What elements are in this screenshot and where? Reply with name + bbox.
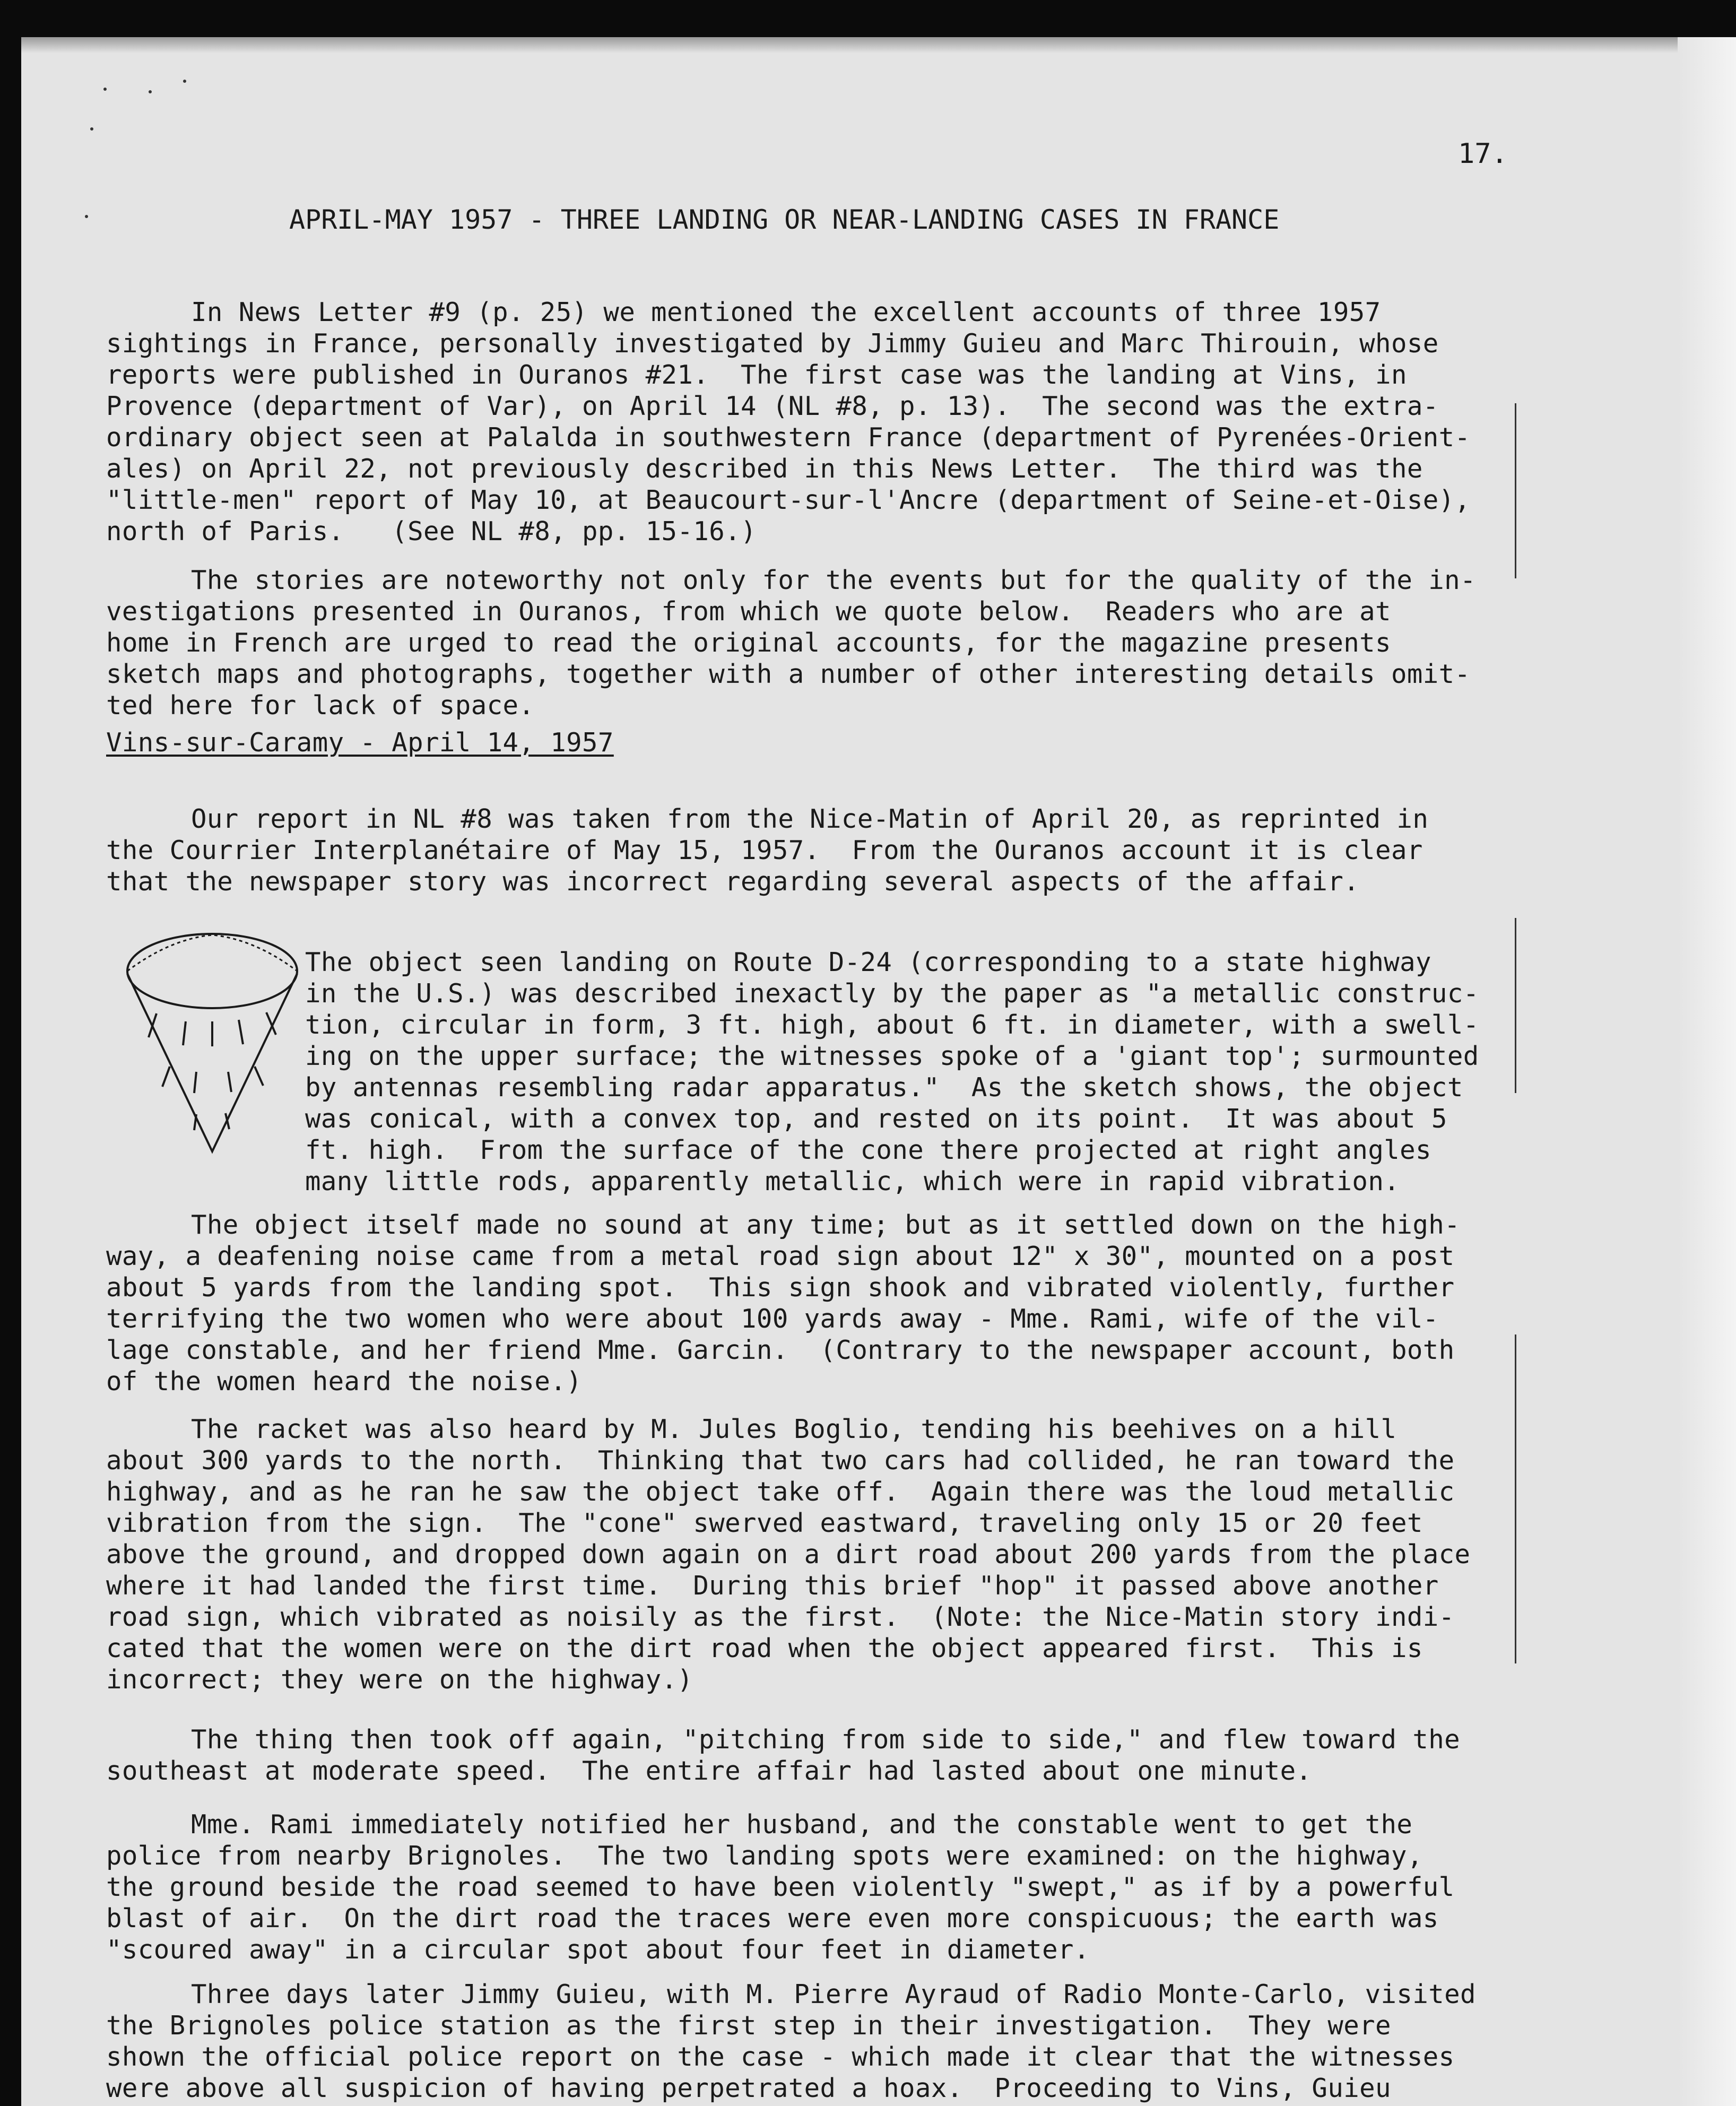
text-line: sketch maps and photographs, together with a number of other interesting details omit- bbox=[106, 659, 1471, 689]
cone-body bbox=[127, 974, 297, 1151]
text-line: vestigations presented in Ouranos, from which we quote below. Readers who are at bbox=[106, 596, 1391, 627]
text-line: Provence (department of Var), on April 14 (NL #8, p. 13). The second was the extra- bbox=[106, 391, 1439, 421]
cone-top-ellipse bbox=[127, 934, 297, 1008]
text-line: were above all suspicion of having perpetrated a hoax. Proceeding to Vins, Guieu bbox=[106, 2073, 1391, 2103]
text-line: the Courrier Interplanétaire of May 15, 1957. From the Ouranos account it is clear bbox=[106, 835, 1423, 865]
text-line: "scoured away" in a circular spot about four feet in diameter. bbox=[106, 1935, 1090, 1965]
text-line: ales) on April 22, not previously described in this News Letter. The third was the bbox=[106, 454, 1423, 484]
text-line: the Brignoles police station as the first step in their investigation. They were bbox=[106, 2010, 1391, 2041]
speck bbox=[90, 127, 93, 131]
page-title: APRIL-MAY 1957 - THREE LANDING OR NEAR-LANDING CASES IN FRANCE bbox=[289, 204, 1280, 235]
text-line: many little rods, apparently metallic, which were in rapid vibration. bbox=[305, 1166, 1400, 1197]
text-line: tion, circular in form, 3 ft. high, about 6 ft. in diameter, with a swell- bbox=[305, 1010, 1479, 1040]
scan-edge-shadow bbox=[21, 37, 1736, 53]
text-line: reports were published in Ouranos #21. The first case was the landing at Vins, in bbox=[106, 360, 1407, 390]
speck bbox=[103, 88, 107, 91]
cone-convex-top bbox=[127, 935, 297, 971]
text-line: where it had landed the first time. During this brief "hop" it passed above another bbox=[106, 1571, 1439, 1601]
text-line: Three days later Jimmy Guieu, with M. Pierre Ayraud of Radio Monte-Carlo, visited bbox=[191, 1979, 1476, 2009]
text-line: above the ground, and dropped down again on a dirt road about 200 yards from the place bbox=[106, 1539, 1471, 1570]
text-line: police from nearby Brignoles. The two landing spots were examined: on the highway, bbox=[106, 1841, 1423, 1871]
text-line: home in French are urged to read the original accounts, for the magazine presents bbox=[106, 628, 1391, 658]
text-line: way, a deafening noise came from a metal road sign about 12" x 30", mounted on a post bbox=[106, 1241, 1455, 1271]
text-line: Our report in NL #8 was taken from the Nice-Matin of April 20, as reprinted in bbox=[191, 804, 1429, 834]
speck bbox=[149, 90, 152, 93]
text-line: ordinary object seen at Palalda in southwestern France (department of Pyrenées-Orient- bbox=[106, 422, 1471, 453]
text-line: The object seen landing on Route D-24 (corresponding to a state highway bbox=[305, 947, 1431, 977]
margin-bar bbox=[1515, 918, 1516, 1093]
text-line: was conical, with a convex top, and rested on its point. It was about 5 bbox=[305, 1104, 1447, 1134]
text-line: ft. high. From the surface of the cone there projected at right angles bbox=[305, 1135, 1431, 1165]
margin-bar bbox=[1515, 1334, 1516, 1663]
text-line: about 5 yards from the landing spot. This sign shook and vibrated violently, further bbox=[106, 1272, 1455, 1303]
rods bbox=[149, 1012, 276, 1130]
text-line: "little-men" report of May 10, at Beaucourt-sur-l'Ancre (department of Seine-et-Oise), bbox=[106, 485, 1471, 515]
document-page bbox=[21, 37, 1736, 2106]
text-line: blast of air. On the dirt road the traces were even more conspicuous; the earth was bbox=[106, 1903, 1439, 1934]
text-line: terrifying the two women who were about 100 yards away - Mme. Rami, wife of the vil- bbox=[106, 1304, 1439, 1334]
text-line: the ground beside the road seemed to have been violently "swept," as if by a powerful bbox=[106, 1872, 1455, 1902]
text-line: by antennas resembling radar apparatus." As the sketch shows, the object bbox=[305, 1072, 1463, 1103]
text-line: incorrect; they were on the highway.) bbox=[106, 1665, 693, 1695]
page-margin-shade bbox=[1678, 37, 1736, 2106]
text-line: of the women heard the noise.) bbox=[106, 1366, 583, 1397]
text-line: in the U.S.) was described inexactly by the paper as "a metallic construc- bbox=[305, 978, 1479, 1009]
body-paragraph-6 bbox=[106, 1382, 1470, 1727]
body-paragraph-3 bbox=[106, 772, 1428, 929]
text-line: lage constable, and her friend Mme. Garcin. (Contrary to the newspaper account, both bbox=[106, 1335, 1455, 1365]
intro-paragraph-1 bbox=[106, 265, 1470, 578]
text-line: Mme. Rami immediately notified her husband, and the constable went to get the bbox=[191, 1809, 1413, 1840]
text-line: southeast at moderate speed. The entire affair had lasted about one minute. bbox=[106, 1756, 1312, 1786]
text-line: ing on the upper surface; the witnesses spoke of a 'giant top'; surmounted bbox=[305, 1041, 1479, 1071]
text-line: about 300 yards to the north. Thinking that two cars had collided, he ran toward the bbox=[106, 1445, 1455, 1476]
text-line: The racket was also heard by M. Jules Boglio, tending his beehives on a hill bbox=[191, 1414, 1397, 1444]
text-line: vibration from the sign. The "cone" swerved eastward, traveling only 15 or 20 feet bbox=[106, 1508, 1423, 1538]
text-line: ted here for lack of space. bbox=[106, 690, 535, 721]
margin-bar bbox=[1515, 403, 1516, 578]
cone-object-sketch bbox=[111, 907, 313, 1173]
text-line: cated that the women were on the dirt road when the object appeared first. This is bbox=[106, 1633, 1423, 1663]
intro-paragraph-2 bbox=[106, 533, 1476, 752]
text-line: highway, and as he ran he saw the object take off. Again there was the loud metallic bbox=[106, 1477, 1455, 1507]
speck bbox=[183, 80, 186, 83]
speck bbox=[85, 215, 88, 218]
text-line: The thing then took off again, "pitching from side to side," and flew toward the bbox=[191, 1724, 1461, 1755]
text-line: sightings in France, personally investigated by Jimmy Guieu and Marc Thirouin, whose bbox=[106, 328, 1439, 359]
text-line: In News Letter #9 (p. 25) we mentioned the excellent accounts of three 1957 bbox=[191, 297, 1381, 327]
text-line: that the newspaper story was incorrect regarding several aspects of the affair. bbox=[106, 866, 1360, 897]
page-number: 17. bbox=[1458, 138, 1508, 170]
text-line: shown the official police report on the case - which made it clear that the witnesses bbox=[106, 2042, 1455, 2072]
section-heading: Vins-sur-Caramy - April 14, 1957 bbox=[106, 727, 614, 758]
text-line: road sign, which vibrated as noisily as the first. (Note: the Nice-Matin story indi- bbox=[106, 1602, 1455, 1632]
text-line: north of Paris. (See NL #8, pp. 15-16.) bbox=[106, 516, 757, 547]
body-paragraph-9 bbox=[106, 1947, 1476, 2106]
text-line: The object itself made no sound at any time; but as it settled down on the high- bbox=[191, 1210, 1461, 1240]
text-line: The stories are noteworthy not only for the events but for the quality of the in- bbox=[191, 565, 1476, 595]
